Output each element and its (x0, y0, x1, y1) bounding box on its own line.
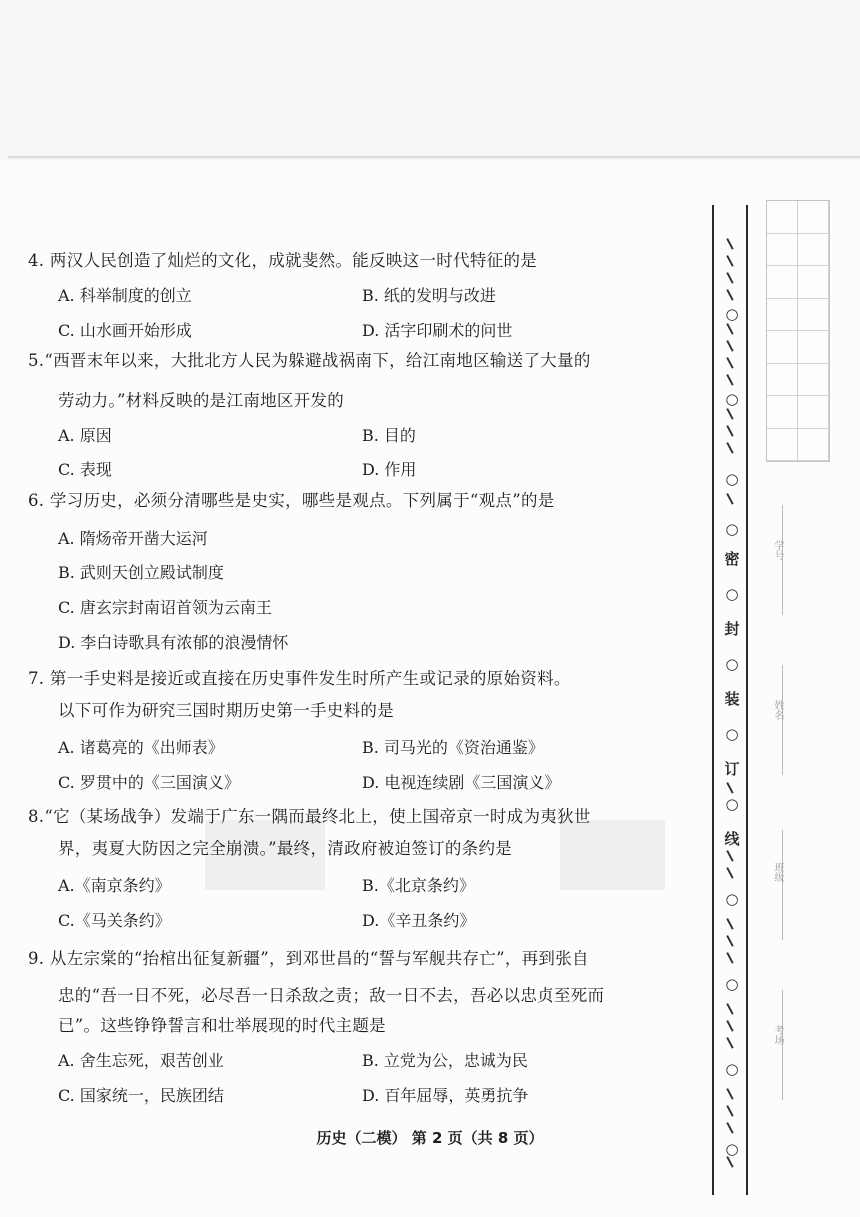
question-stem-line: 以下可作为研究三国时期历史第一手史料的是 (58, 701, 394, 720)
exam-number-cell[interactable] (767, 201, 798, 234)
exam-number-cell[interactable] (767, 266, 798, 299)
answer-option[interactable]: B.《北京条约》 (362, 876, 475, 895)
exam-number-cell[interactable] (767, 396, 798, 429)
answer-option[interactable]: A. 原因 (58, 426, 112, 445)
question-stem-line: 界，夷夏大防因之完全崩溃。”最终，清政府被迫签订的条约是 (58, 839, 513, 858)
exam-number-cell[interactable] (798, 234, 829, 267)
answer-option[interactable]: A.《南京条约》 (58, 876, 171, 895)
exam-number-cell[interactable] (767, 234, 798, 267)
exam-number-cell[interactable] (767, 364, 798, 397)
binding-circle-marker: ○ (721, 975, 743, 993)
answer-option[interactable]: A. 舍生忘死，艰苦创业 (58, 1051, 224, 1070)
question-stem-line: 忠的“吾一日不死，必尽吾一日杀敌之责；敌一日不去，吾必以忠贞至死而 (58, 986, 605, 1005)
binding-seal-char: 订 (721, 758, 743, 779)
binding-circle-marker: ○ (721, 1060, 743, 1078)
binding-circle-marker: ○ (721, 655, 743, 673)
question-stem-line: 5.“西晋末年以来，大批北方人民为躲避战祸南下，给江南地区输送了大量的 (28, 351, 591, 370)
exam-number-cell[interactable] (798, 364, 829, 397)
question-stem-line: 6. 学习历史，必须分清哪些是史实，哪些是观点。下列属于“观点”的是 (28, 491, 555, 510)
binding-circle-marker: ○ (721, 520, 743, 538)
answer-option[interactable]: C. 山水画开始形成 (58, 321, 192, 340)
binding-circle-marker: ○ (721, 305, 743, 323)
binding-circle-marker: ○ (721, 1140, 743, 1158)
binding-seal-char: 封 (721, 618, 743, 639)
exam-number-cell[interactable] (798, 201, 829, 234)
answer-option[interactable]: D. 作用 (362, 460, 417, 479)
answer-option[interactable]: D. 活字印刷术的问世 (362, 321, 513, 340)
exam-number-cell[interactable] (798, 429, 829, 462)
answer-option[interactable]: C. 国家统一，民族团结 (58, 1086, 224, 1105)
exam-number-cell[interactable] (798, 266, 829, 299)
answer-option[interactable]: C. 罗贯中的《三国演义》 (58, 773, 240, 792)
binding-circle-marker: ○ (721, 725, 743, 743)
answer-option[interactable]: A. 科举制度的创立 (58, 286, 192, 305)
binding-circle-marker: ○ (721, 470, 743, 488)
info-underline (782, 990, 783, 1100)
exam-number-cell[interactable] (798, 396, 829, 429)
answer-option[interactable]: D. 百年屈辱，英勇抗争 (362, 1086, 529, 1105)
binding-rule-right (746, 205, 748, 1195)
question-stem-line: 7. 第一手史料是接近或直接在历史事件发生时所产生或记录的原始资料。 (28, 669, 571, 688)
answer-option[interactable]: B. 司马光的《资治通鉴》 (362, 738, 544, 757)
margin-label: 班级 (772, 862, 783, 882)
answer-option[interactable]: A. 诸葛亮的《出师表》 (58, 738, 224, 757)
answer-option[interactable]: C. 表现 (58, 460, 112, 479)
binding-seal-char: 密 (721, 548, 743, 569)
answer-option[interactable]: C. 唐玄宗封南诏首领为云南王 (58, 598, 272, 617)
answer-option[interactable]: D.《辛丑条约》 (362, 911, 476, 930)
question-stem-line: 9. 从左宗棠的“抬棺出征复新疆”，到邓世昌的“誓与军舰共存亡”，再到张自 (28, 949, 589, 968)
question-stem-line: 8.“它（某场战争）发端于广东一隅而最终北上，使上国帝京一时成为夷狄世 (28, 807, 591, 826)
page-footer: 历史（二模） 第 2 页（共 8 页） (316, 1129, 544, 1147)
exam-number-cell[interactable] (767, 299, 798, 332)
margin-label: 学号 (772, 540, 783, 560)
exam-number-cell[interactable] (798, 299, 829, 332)
answer-option[interactable]: A. 隋炀帝开凿大运河 (58, 529, 208, 548)
binding-circle-marker: ○ (721, 795, 743, 813)
answer-option[interactable]: B. 立党为公，忠诚为民 (362, 1051, 528, 1070)
binding-seal-char: 装 (721, 688, 743, 709)
margin-label: 姓名 (772, 700, 783, 720)
margin-label: 考场 (772, 1025, 783, 1045)
binding-circle-marker: ○ (721, 890, 743, 908)
binding-rule-left (712, 205, 714, 1195)
question-stem-line: 劳动力。”材料反映的是江南地区开发的 (58, 391, 345, 410)
answer-option[interactable]: C.《马关条约》 (58, 911, 171, 930)
binding-circle-marker: ○ (721, 390, 743, 408)
info-underline (782, 665, 783, 775)
binding-circle-marker: ○ (721, 585, 743, 603)
answer-option[interactable]: D. 李白诗歌具有浓郁的浪漫情怀 (58, 633, 289, 652)
answer-option[interactable]: D. 电视连续剧《三国演义》 (362, 773, 561, 792)
answer-option[interactable]: B. 纸的发明与改进 (362, 286, 496, 305)
answer-option[interactable]: B. 武则天创立殿试制度 (58, 563, 224, 582)
info-underline (782, 830, 783, 940)
question-stem-line: 已”。这些铮铮誓言和壮举展现的时代主题是 (58, 1016, 386, 1035)
exam-number-grid (766, 200, 830, 462)
answer-option[interactable]: B. 目的 (362, 426, 416, 445)
exam-number-cell[interactable] (798, 331, 829, 364)
info-underline (782, 505, 783, 615)
question-stem-line: 4. 两汉人民创造了灿烂的文化，成就斐然。能反映这一时代特征的是 (28, 251, 538, 270)
binding-seal-char: 线 (721, 828, 743, 849)
exam-number-cell[interactable] (767, 429, 798, 462)
exam-number-cell[interactable] (767, 331, 798, 364)
